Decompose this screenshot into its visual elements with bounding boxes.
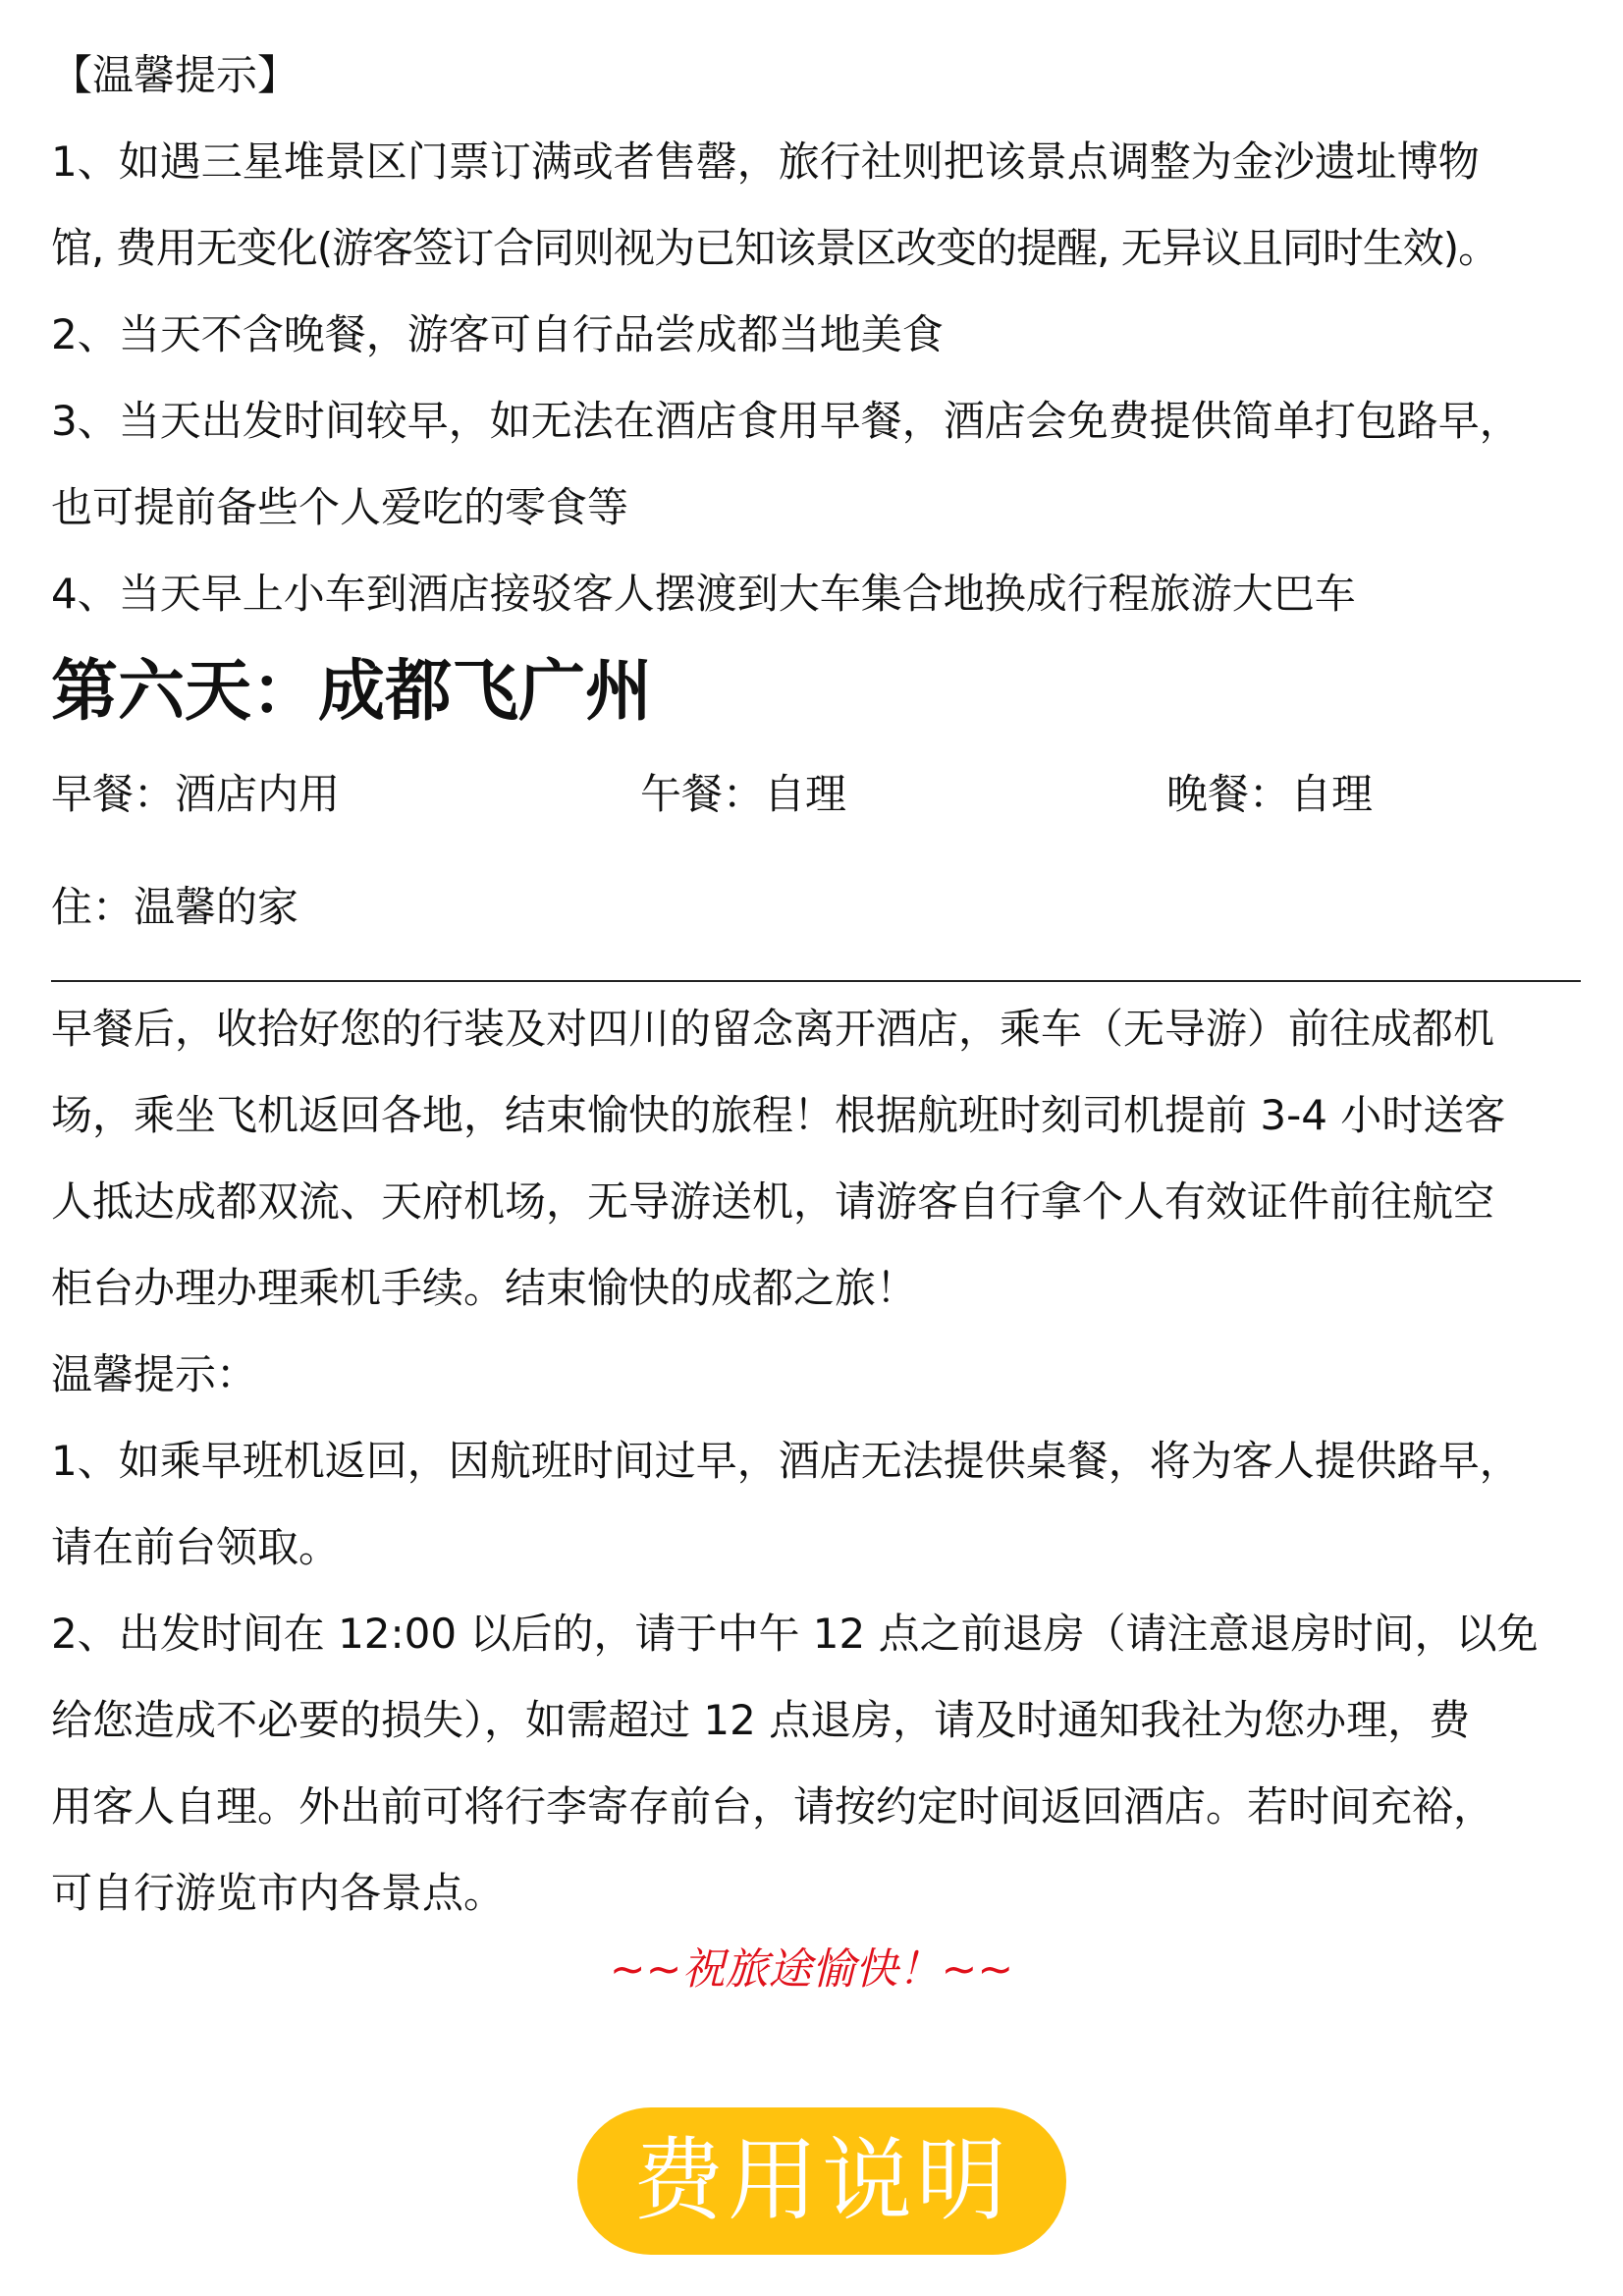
fee-explanation-button[interactable]: 费用说明 <box>577 2107 1066 2255</box>
section-divider <box>51 980 1581 982</box>
closing-wish: ~~祝旅途愉快！~~ <box>609 1944 1014 1995</box>
tips-line: 也可提前备些个人爱吃的零食等 <box>51 483 629 531</box>
day-tips-line: 可自行游览市内各景点。 <box>51 1869 506 1917</box>
tips-line: 2、当天不含晚餐，游客可自行品尝成都当地美食 <box>51 310 944 358</box>
day-tips-line: 1、如乘早班机返回，因航班时间过早，酒店无法提供桌餐，将为客人提供路早， <box>51 1437 1521 1485</box>
description-line: 场，乘坐飞机返回各地，结束愉快的旅程！根据航班时刻司机提前 3-4 小时送客 <box>51 1091 1506 1139</box>
day-tips-line: 用客人自理。外出前可将行李寄存前台，请按约定时间返回酒店。若时间充裕， <box>51 1782 1495 1831</box>
dinner-info: 晚餐：自理 <box>1166 770 1374 818</box>
tips-line: 3、当天出发时间较早，如无法在酒店食用早餐，酒店会免费提供简单打包路早， <box>51 397 1521 445</box>
tips-line: 馆, 费用无变化(游客签订合同则视为已知该景区改变的提醒, 无异议且同时生效)。 <box>51 224 1499 272</box>
day-tips-line: 给您造成不必要的损失），如需超过 12 点退房，请及时通知我社为您办理，费 <box>51 1696 1471 1744</box>
tips-line: 1、如遇三星堆景区门票订满或者售罄，旅行社则把该景点调整为金沙遗址博物 <box>51 137 1480 186</box>
description-line: 早餐后，收拾好您的行装及对四川的留念离开酒店，乘车（无导游）前往成都机 <box>51 1005 1495 1053</box>
tips-heading: 【温馨提示】 <box>51 51 299 99</box>
stay-info: 住：温馨的家 <box>51 883 299 931</box>
lunch-info: 午餐：自理 <box>640 770 847 818</box>
breakfast-info: 早餐：酒店内用 <box>51 770 341 818</box>
description-line: 人抵达成都双流、天府机场，无导游送机，请游客自行拿个人有效证件前往航空 <box>51 1177 1495 1226</box>
day-tips-line: 2、出发时间在 12:00 以后的，请于中午 12 点之前退房（请注意退房时间，以免 <box>51 1610 1539 1658</box>
tips-line: 4、当天早上小车到酒店接驳客人摆渡到大车集合地换成行程旅游大巴车 <box>51 570 1356 618</box>
day-title: 第六天：成都飞广州 <box>51 653 653 731</box>
description-line: 柜台办理办理乘机手续。结束愉快的成都之旅！ <box>51 1264 918 1312</box>
day-tips-heading: 温馨提示： <box>51 1350 258 1398</box>
day-tips-line: 请在前台领取。 <box>51 1523 341 1571</box>
